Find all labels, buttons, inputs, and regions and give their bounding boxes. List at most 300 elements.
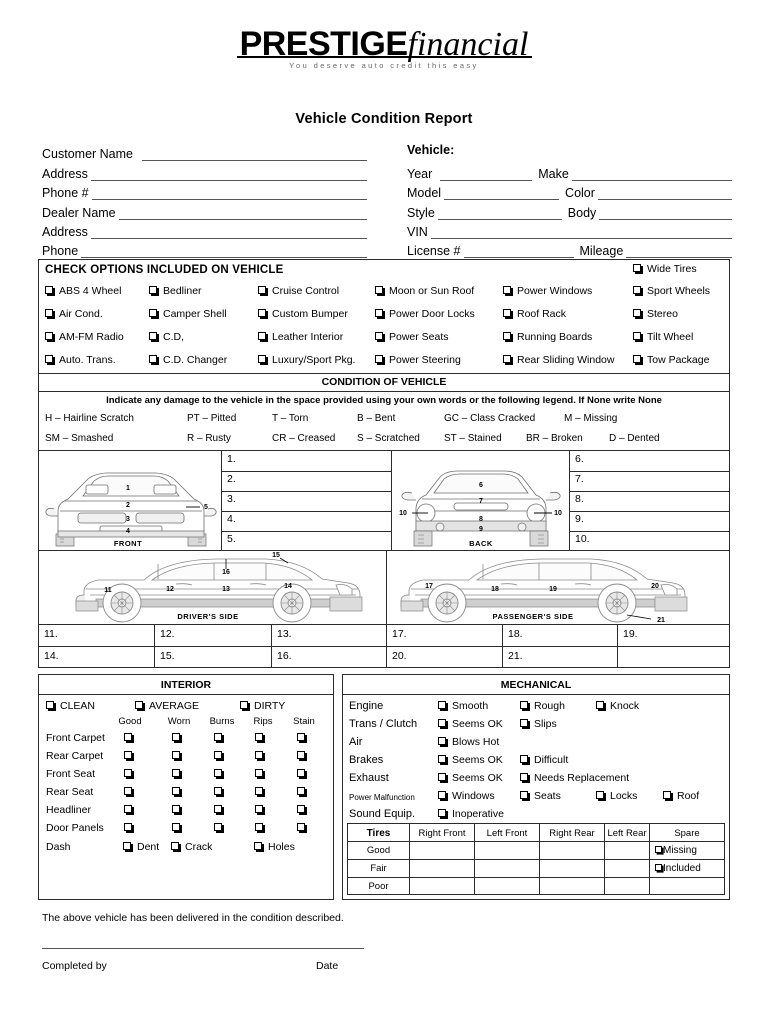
checkbox-icon[interactable] bbox=[633, 332, 641, 340]
damage-entry-5[interactable]: 5. bbox=[227, 533, 236, 545]
option-label: Rough bbox=[534, 700, 565, 712]
option-tilt-wheel[interactable] bbox=[633, 331, 693, 343]
field-phone-number[interactable] bbox=[42, 181, 367, 200]
option-label: Stereo bbox=[647, 308, 678, 320]
checkbox-icon[interactable] bbox=[438, 737, 446, 745]
checkbox-door-panels-stain[interactable] bbox=[297, 823, 305, 831]
diagram-number-8: 8 bbox=[479, 516, 483, 523]
legend-cr: CR – Creased bbox=[272, 433, 336, 444]
option-stereo[interactable] bbox=[633, 308, 678, 320]
checkbox-icon[interactable] bbox=[655, 846, 662, 853]
option-sport-wheels[interactable] bbox=[633, 285, 710, 297]
divider bbox=[39, 391, 729, 392]
option-label: Needs Replacement bbox=[534, 772, 630, 784]
interior-overall-average[interactable] bbox=[135, 700, 199, 712]
option-label: Power Steering bbox=[389, 354, 461, 366]
write-in-line[interactable] bbox=[626, 246, 732, 258]
field-dealer-name[interactable] bbox=[42, 200, 367, 219]
diagram-number-11: 11 bbox=[104, 587, 112, 594]
checkbox-icon[interactable] bbox=[596, 701, 604, 709]
option-moon-or-sun-roof[interactable] bbox=[375, 285, 474, 297]
interior-row-rear-seat: Rear Seat bbox=[46, 786, 94, 798]
checkbox-icon[interactable] bbox=[438, 701, 446, 709]
damage-entry-9[interactable]: 9. bbox=[575, 513, 584, 525]
mech-power-seats[interactable] bbox=[520, 790, 561, 802]
option-luxury-sport-pkg[interactable] bbox=[258, 354, 355, 366]
damage-list-6-10 bbox=[570, 451, 730, 550]
checkbox-door-panels-good[interactable] bbox=[124, 823, 132, 831]
option-label: CLEAN bbox=[60, 700, 96, 712]
option-custom-bumper[interactable] bbox=[258, 308, 348, 320]
mechanical-label-air: Air bbox=[349, 736, 363, 748]
tires-row-poor: Poor bbox=[368, 880, 389, 892]
back-view-diagram bbox=[392, 451, 569, 550]
checkbox-icon[interactable] bbox=[438, 809, 446, 817]
damage-entry-12[interactable]: 12. bbox=[160, 628, 175, 640]
checkbox-rear-seat-good[interactable] bbox=[124, 787, 132, 795]
checkbox-rear-seat-burns[interactable] bbox=[214, 787, 222, 795]
write-in-line[interactable] bbox=[440, 169, 532, 181]
damage-entry-21[interactable]: 21. bbox=[508, 650, 523, 662]
field-label: Year bbox=[407, 166, 433, 181]
checkbox-icon[interactable] bbox=[655, 864, 662, 871]
mech-brakes-seems-ok[interactable] bbox=[438, 754, 503, 766]
option-label: ABS 4 Wheel bbox=[59, 285, 122, 297]
option-label: Slips bbox=[534, 718, 557, 730]
mechanical-label-trans-clutch: Trans / Clutch bbox=[349, 718, 418, 730]
option-label: Luxury/Sport Pkg. bbox=[272, 354, 356, 366]
mech-trans-slips[interactable] bbox=[520, 718, 557, 730]
option-wide-tires[interactable] bbox=[633, 263, 697, 275]
tires-cell-good-left-front[interactable] bbox=[475, 842, 539, 859]
option-cruise-control[interactable] bbox=[258, 285, 339, 297]
company-logo bbox=[0, 25, 768, 70]
option-power-windows[interactable] bbox=[503, 285, 592, 297]
mech-trans-seems-ok[interactable] bbox=[438, 718, 503, 730]
checkbox-icon[interactable] bbox=[520, 791, 528, 799]
checkbox-rear-carpet-stain[interactable] bbox=[297, 751, 305, 759]
option-label: Rear Sliding Window bbox=[517, 354, 615, 366]
checkbox-rear-carpet-good[interactable] bbox=[124, 751, 132, 759]
option-label: Wide Tires bbox=[647, 263, 697, 275]
checkbox-icon[interactable] bbox=[438, 773, 446, 781]
option-cd-changer[interactable] bbox=[149, 354, 227, 366]
checkbox-front-seat-good[interactable] bbox=[124, 769, 132, 777]
checkbox-icon[interactable] bbox=[503, 286, 511, 294]
checkbox-icon[interactable] bbox=[240, 701, 248, 709]
option-power-seats[interactable] bbox=[375, 331, 449, 343]
damage-entry-15[interactable]: 15. bbox=[160, 650, 175, 662]
checkbox-front-carpet-worn[interactable] bbox=[172, 733, 180, 741]
damage-entry-10[interactable]: 10. bbox=[575, 533, 590, 545]
checkbox-front-carpet-rips[interactable] bbox=[255, 733, 263, 741]
checkbox-front-seat-worn[interactable] bbox=[172, 769, 180, 777]
tires-cell-fair-left-rear[interactable] bbox=[605, 860, 649, 877]
write-in-line[interactable] bbox=[91, 169, 367, 181]
interior-overall-clean[interactable] bbox=[46, 700, 95, 712]
tires-header-right-rear: Right Rear bbox=[549, 827, 595, 839]
damage-entry-6[interactable]: 6. bbox=[575, 453, 584, 465]
mech-exhaust-needs-replacement[interactable] bbox=[520, 772, 629, 784]
option-running-boards[interactable] bbox=[503, 331, 592, 343]
tires-header-right-front: Right Front bbox=[418, 827, 466, 839]
checkbox-headliner-rips[interactable] bbox=[255, 805, 263, 813]
option-bedliner[interactable] bbox=[149, 285, 202, 297]
damage-entry-3[interactable]: 3. bbox=[227, 493, 236, 505]
vehicle-info-column bbox=[407, 142, 732, 258]
field-address-2[interactable] bbox=[42, 220, 367, 239]
checkbox-front-carpet-stain[interactable] bbox=[297, 733, 305, 741]
legend-h: H – Hairline Scratch bbox=[45, 413, 134, 424]
field-label: Customer Name bbox=[42, 147, 133, 162]
checkbox-icon[interactable] bbox=[633, 309, 641, 317]
option-label: Roof bbox=[677, 790, 700, 802]
option-label: Bedliner bbox=[163, 285, 202, 297]
diagram-number-20: 20 bbox=[651, 583, 659, 590]
checkbox-rear-carpet-burns[interactable] bbox=[214, 751, 222, 759]
checkbox-icon[interactable] bbox=[375, 309, 383, 317]
option-camper-shell[interactable] bbox=[149, 308, 227, 320]
checkbox-icon[interactable] bbox=[171, 842, 179, 850]
logo-prestige-text: PRESTIGE bbox=[239, 25, 408, 63]
checkbox-headliner-good[interactable] bbox=[124, 805, 132, 813]
write-in-line[interactable] bbox=[119, 208, 367, 220]
spare-option-missing[interactable] bbox=[652, 842, 724, 859]
field-label: Mileage bbox=[579, 244, 624, 259]
option-label: Windows bbox=[452, 790, 495, 802]
diagram-number-2: 2 bbox=[126, 502, 130, 509]
page-title: Vehicle Condition Report bbox=[295, 111, 473, 127]
option-label: Holes bbox=[268, 841, 295, 853]
tires-cell-poor-right-rear[interactable] bbox=[540, 878, 604, 894]
passengers-side-label: PASSENGER'S SIDE bbox=[492, 612, 574, 621]
checkbox-icon[interactable] bbox=[123, 842, 131, 850]
passengers-side-diagram bbox=[387, 551, 729, 624]
damage-entry-11[interactable]: 11. bbox=[44, 628, 58, 640]
damage-entry-1[interactable]: 1. bbox=[227, 453, 236, 465]
field-year-make[interactable] bbox=[407, 161, 732, 180]
checkbox-icon[interactable] bbox=[45, 332, 53, 340]
date-label: Date bbox=[316, 960, 339, 972]
checkbox-icon[interactable] bbox=[258, 286, 266, 294]
write-in-line[interactable] bbox=[431, 227, 732, 239]
mechanical-label-brakes: Brakes bbox=[349, 754, 384, 766]
logo-tagline: You deserve auto credit this easy bbox=[289, 60, 479, 70]
tires-cell-spare-blank[interactable] bbox=[650, 878, 724, 894]
damage-entry-19[interactable]: 19. bbox=[623, 628, 638, 640]
checkbox-icon[interactable] bbox=[375, 286, 383, 294]
tires-cell-fair-left-front[interactable] bbox=[475, 860, 539, 877]
front-view-label: FRONT bbox=[113, 539, 143, 548]
field-label: Model bbox=[407, 186, 442, 201]
option-leather-interior[interactable] bbox=[258, 331, 343, 343]
check-options-title: CHECK OPTIONS INCLUDED ON VEHICLE bbox=[45, 264, 284, 276]
vehicle-condition-box bbox=[38, 259, 730, 668]
damage-entry-7[interactable]: 7. bbox=[575, 473, 584, 485]
damage-list-1-5 bbox=[222, 451, 391, 550]
damage-entry-2[interactable]: 2. bbox=[227, 473, 236, 485]
legend-s: S – Scratched bbox=[357, 433, 420, 444]
mech-engine-smooth[interactable] bbox=[438, 700, 488, 712]
checkbox-icon[interactable] bbox=[520, 755, 528, 763]
field-label: Dealer Name bbox=[42, 205, 116, 220]
diagram-number-5: 5 bbox=[204, 504, 208, 511]
legend-t: T – Torn bbox=[272, 413, 309, 424]
checkbox-door-panels-worn[interactable] bbox=[172, 823, 180, 831]
diagram-number-7: 7 bbox=[479, 498, 483, 505]
damage-entry-16[interactable]: 16. bbox=[277, 650, 292, 662]
option-label: Dent bbox=[137, 841, 160, 853]
write-in-line[interactable] bbox=[142, 149, 367, 161]
mech-engine-rough[interactable] bbox=[520, 700, 565, 712]
checkbox-headliner-worn[interactable] bbox=[172, 805, 180, 813]
tires-header-left-front: Left Front bbox=[486, 827, 528, 839]
checkbox-icon[interactable] bbox=[258, 309, 266, 317]
checkbox-icon[interactable] bbox=[149, 355, 157, 363]
field-address-1[interactable] bbox=[42, 161, 367, 180]
write-in-line[interactable] bbox=[464, 246, 574, 258]
option-label: Leather Interior bbox=[272, 331, 344, 343]
write-in-line[interactable] bbox=[438, 208, 562, 220]
mech-air-blows-hot[interactable] bbox=[438, 736, 499, 748]
option-label: DIRTY bbox=[254, 700, 286, 712]
option-label: Tilt Wheel bbox=[647, 331, 694, 343]
option-label: Seems OK bbox=[452, 754, 503, 766]
damage-entry-14[interactable]: 14. bbox=[44, 650, 59, 662]
field-license-mileage[interactable] bbox=[407, 239, 732, 258]
checkbox-icon[interactable] bbox=[596, 791, 604, 799]
checkbox-icon[interactable] bbox=[375, 332, 383, 340]
damage-entry-18[interactable]: 18. bbox=[508, 628, 523, 640]
field-customer-name[interactable] bbox=[42, 142, 367, 161]
field-label: Phone bbox=[42, 244, 79, 259]
checkbox-icon[interactable] bbox=[503, 355, 511, 363]
option-label: Seats bbox=[534, 790, 561, 802]
customer-vehicle-info bbox=[42, 142, 732, 258]
option-label: Smooth bbox=[452, 700, 489, 712]
option-label: C.D. Changer bbox=[163, 354, 228, 366]
write-in-line[interactable] bbox=[572, 169, 732, 181]
field-label: Color bbox=[565, 186, 595, 201]
checkbox-icon[interactable] bbox=[633, 355, 641, 363]
checkbox-icon[interactable] bbox=[149, 309, 157, 317]
tires-cell-good-right-front[interactable] bbox=[410, 842, 474, 859]
divider bbox=[39, 646, 729, 647]
damage-entry-13[interactable]: 13. bbox=[277, 628, 292, 640]
divider bbox=[343, 694, 729, 695]
diagram-number-10-left: 10 bbox=[399, 510, 407, 517]
checkbox-front-seat-stain[interactable] bbox=[297, 769, 305, 777]
checkbox-front-carpet-good[interactable] bbox=[124, 733, 132, 741]
checkbox-icon[interactable] bbox=[503, 332, 511, 340]
checkbox-icon[interactable] bbox=[45, 355, 53, 363]
vehicle-heading: Vehicle: bbox=[407, 143, 455, 157]
field-phone[interactable] bbox=[42, 239, 367, 258]
mech-brakes-difficult[interactable] bbox=[520, 754, 568, 766]
checkbox-rear-seat-rips[interactable] bbox=[255, 787, 263, 795]
field-style-body[interactable] bbox=[407, 200, 732, 219]
diagram-number-13: 13 bbox=[222, 586, 230, 593]
tires-cell-fair-right-front[interactable] bbox=[410, 860, 474, 877]
dash-option-holes[interactable] bbox=[254, 841, 295, 853]
option-label: Blows Hot bbox=[452, 736, 500, 748]
checkbox-icon[interactable] bbox=[520, 701, 528, 709]
option-label: Locks bbox=[610, 790, 638, 802]
option-roof-rack[interactable] bbox=[503, 308, 566, 320]
damage-entry-17[interactable]: 17. bbox=[392, 628, 407, 640]
write-in-line[interactable] bbox=[598, 188, 732, 200]
interior-section bbox=[38, 674, 334, 900]
field-label: Phone # bbox=[42, 186, 89, 201]
interior-row-dash: Dash bbox=[46, 841, 71, 853]
legend-br: BR – Broken bbox=[526, 433, 583, 444]
diagram-number-14: 14 bbox=[284, 583, 292, 590]
option-label: Power Door Locks bbox=[389, 308, 475, 320]
field-label: Style bbox=[407, 205, 435, 220]
checkbox-rear-seat-stain[interactable] bbox=[297, 787, 305, 795]
mech-engine-knock[interactable] bbox=[596, 700, 639, 712]
option-power-steering[interactable] bbox=[375, 354, 461, 366]
option-label: Difficult bbox=[534, 754, 569, 766]
interior-row-headliner: Headliner bbox=[46, 804, 91, 816]
checkbox-icon[interactable] bbox=[149, 286, 157, 294]
checkbox-icon[interactable] bbox=[149, 332, 157, 340]
checkbox-icon[interactable] bbox=[45, 309, 53, 317]
checkbox-icon[interactable] bbox=[438, 791, 446, 799]
field-label: Address bbox=[42, 224, 88, 239]
checkbox-icon[interactable] bbox=[633, 286, 641, 294]
checkbox-icon[interactable] bbox=[663, 791, 671, 799]
checkbox-icon[interactable] bbox=[438, 755, 446, 763]
option-power-door-locks[interactable] bbox=[375, 308, 475, 320]
option-label: C.D, bbox=[163, 331, 184, 343]
checkbox-icon[interactable] bbox=[375, 355, 383, 363]
damage-entry-8[interactable]: 8. bbox=[575, 493, 584, 505]
checkbox-icon[interactable] bbox=[438, 719, 446, 727]
checkbox-door-panels-rips[interactable] bbox=[255, 823, 263, 831]
write-in-line[interactable] bbox=[91, 227, 367, 239]
tires-cell-fair-right-rear[interactable] bbox=[540, 860, 604, 877]
mechanical-label-engine: Engine bbox=[349, 700, 384, 712]
interior-row-front-seat: Front Seat bbox=[46, 768, 96, 780]
interior-row-front-carpet: Front Carpet bbox=[46, 732, 105, 744]
mechanical-label-exhaust: Exhaust bbox=[349, 772, 389, 784]
completed-by-label: Completed by bbox=[42, 960, 107, 972]
option-label: Power Seats bbox=[389, 331, 449, 343]
dash-option-dent[interactable] bbox=[123, 841, 159, 853]
option-air-cond[interactable] bbox=[45, 308, 103, 320]
legend-pt: PT – Pitted bbox=[187, 413, 237, 424]
checkbox-icon[interactable] bbox=[135, 701, 143, 709]
checkbox-icon[interactable] bbox=[258, 332, 266, 340]
checkbox-front-carpet-burns[interactable] bbox=[214, 733, 222, 741]
diagram-number-19: 19 bbox=[549, 586, 557, 593]
tires-cell-poor-left-rear[interactable] bbox=[605, 878, 649, 894]
checkbox-icon[interactable] bbox=[46, 701, 54, 709]
tires-cell-good-left-rear[interactable] bbox=[605, 842, 649, 859]
write-in-line[interactable] bbox=[599, 208, 732, 220]
option-auto-trans[interactable] bbox=[45, 354, 116, 366]
legend-m: M – Missing bbox=[564, 413, 618, 424]
damage-entry-4[interactable]: 4. bbox=[227, 513, 236, 525]
checkbox-icon[interactable] bbox=[45, 286, 53, 294]
signature-line[interactable] bbox=[42, 948, 364, 949]
diagram-number-15: 15 bbox=[272, 552, 280, 559]
interior-overall-dirty[interactable] bbox=[240, 700, 285, 712]
legend-d: D – Dented bbox=[609, 433, 660, 444]
front-view-diagram bbox=[40, 451, 221, 550]
divider bbox=[39, 373, 729, 374]
field-vin[interactable] bbox=[407, 220, 732, 239]
mech-sound-inoperative[interactable] bbox=[438, 808, 504, 820]
option-am-fm-radio[interactable] bbox=[45, 331, 124, 343]
checkbox-headliner-burns[interactable] bbox=[214, 805, 222, 813]
checkbox-headliner-stain[interactable] bbox=[297, 805, 305, 813]
legend-b: B – Bent bbox=[357, 413, 396, 424]
option-label: Missing bbox=[663, 845, 697, 856]
drivers-side-diagram bbox=[40, 551, 386, 624]
option-label: Inoperative bbox=[452, 808, 504, 820]
tires-cell-good-right-rear[interactable] bbox=[540, 842, 604, 859]
mech-power-windows[interactable] bbox=[438, 790, 495, 802]
field-label: Body bbox=[567, 205, 597, 220]
diagram-number-18: 18 bbox=[491, 586, 499, 593]
diagram-number-21: 21 bbox=[657, 617, 665, 624]
tires-header-spare: Spare bbox=[674, 827, 700, 839]
checkbox-icon[interactable] bbox=[503, 309, 511, 317]
option-label: Tow Package bbox=[647, 354, 710, 366]
field-label: Address bbox=[42, 166, 88, 181]
mech-exhaust-seems-ok[interactable] bbox=[438, 772, 503, 784]
write-in-line[interactable] bbox=[92, 188, 367, 200]
field-model-color[interactable] bbox=[407, 181, 732, 200]
tires-cell-poor-right-front[interactable] bbox=[410, 878, 474, 894]
damage-entry-20[interactable]: 20. bbox=[392, 650, 407, 662]
checkbox-front-seat-rips[interactable] bbox=[255, 769, 263, 777]
checkbox-icon[interactable] bbox=[258, 355, 266, 363]
dash-option-crack[interactable] bbox=[171, 841, 212, 853]
checkbox-rear-carpet-worn[interactable] bbox=[172, 751, 180, 759]
checkbox-icon[interactable] bbox=[520, 719, 528, 727]
mech-power-locks[interactable] bbox=[596, 790, 637, 802]
divider bbox=[39, 624, 729, 625]
checkbox-front-seat-burns[interactable] bbox=[214, 769, 222, 777]
checkbox-icon[interactable] bbox=[520, 773, 528, 781]
option-cd[interactable] bbox=[149, 331, 184, 343]
option-label: Power Windows bbox=[517, 285, 593, 297]
write-in-line[interactable] bbox=[444, 188, 559, 200]
checkbox-rear-carpet-rips[interactable] bbox=[255, 751, 263, 759]
mechanical-label-power-malfunction: Power Malfunction bbox=[349, 793, 415, 802]
interior-col-good: Good bbox=[118, 716, 142, 727]
tires-cell-poor-left-front[interactable] bbox=[475, 878, 539, 894]
tires-table bbox=[347, 823, 725, 895]
drivers-side-label: DRIVER'S SIDE bbox=[177, 612, 239, 621]
mech-power-roof[interactable] bbox=[663, 790, 699, 802]
checkbox-icon[interactable] bbox=[254, 842, 262, 850]
option-abs-4-wheel[interactable] bbox=[45, 285, 121, 297]
checkbox-icon[interactable] bbox=[633, 264, 641, 272]
option-label: Seems OK bbox=[452, 718, 503, 730]
interior-col-worn: Worn bbox=[167, 716, 191, 727]
write-in-line[interactable] bbox=[81, 246, 367, 258]
option-tow-package[interactable] bbox=[633, 354, 709, 366]
option-rear-sliding-window[interactable] bbox=[503, 354, 614, 366]
checkbox-door-panels-burns[interactable] bbox=[214, 823, 222, 831]
customer-info-column bbox=[42, 142, 367, 258]
spare-option-included[interactable] bbox=[652, 860, 724, 877]
checkbox-rear-seat-worn[interactable] bbox=[172, 787, 180, 795]
